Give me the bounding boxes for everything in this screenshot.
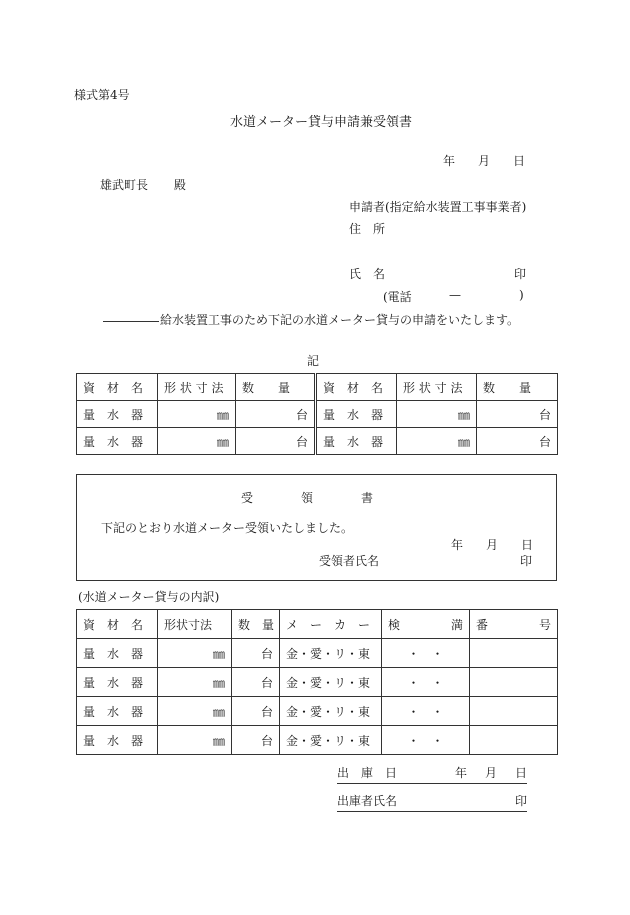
quantity-cell[interactable]: 台 (232, 726, 280, 755)
table-header-row (77, 374, 558, 401)
request-text: 給水装置工事のため下記の水道メーター貸与の申請をいたします。 (160, 313, 520, 327)
material-cell: 量 水 器 (77, 401, 158, 428)
header-number (470, 610, 558, 639)
phone-dash: — (449, 288, 461, 302)
header-quantity: 数 量 (236, 374, 316, 401)
application-table (76, 373, 558, 455)
receipt-text: 下記のとおり水道メーター受領いたしました。 (101, 521, 354, 535)
address-label: 住 所 (349, 222, 386, 236)
material-cell: 量 水 器 (77, 428, 158, 455)
number-cell[interactable] (470, 726, 558, 755)
form-number: 様式第4号 (74, 88, 130, 102)
header-inspection (382, 610, 470, 639)
quantity-cell[interactable]: 台 (477, 401, 558, 428)
size-cell[interactable]: ㎜ (158, 428, 236, 455)
quantity-cell[interactable]: 台 (232, 639, 280, 668)
material-cell: 量 水 器 (77, 697, 158, 726)
addressee-name: 雄武町長 (100, 178, 149, 192)
receiver-label: 受領者氏名 (319, 554, 380, 568)
application-date (443, 152, 525, 169)
table-row (77, 668, 558, 697)
inspection-cell[interactable]: ・ ・ (382, 697, 470, 726)
year-label: 年 (451, 538, 464, 552)
inspection-cell[interactable]: ・ ・ (382, 668, 470, 697)
applicant-heading: 申請者(指定給水装置工事事業者) (349, 200, 527, 214)
receipt-heading: 受 領 書 (241, 491, 374, 505)
maker-cell[interactable]: 金・愛・リ・東 (280, 639, 382, 668)
header-quantity: 数 量 (477, 374, 558, 401)
header-number-go: 号 (538, 617, 551, 632)
dispatch-seal: 印 (514, 794, 527, 808)
receipt-box (76, 474, 557, 581)
receipt-date (451, 536, 533, 553)
name-label: 氏 名 (349, 267, 386, 281)
month-label: 月 (477, 154, 490, 168)
material-cell: 量 水 器 (77, 726, 158, 755)
applicant-seal: 印 (514, 267, 527, 281)
header-maker: メ ー カ ー (280, 610, 382, 639)
table-row (77, 401, 558, 428)
header-quantity: 数 量 (232, 610, 280, 639)
number-cell[interactable] (470, 668, 558, 697)
header-number-ban: 番 (476, 617, 489, 632)
day-label: 日 (512, 154, 525, 168)
material-cell: 量 水 器 (77, 668, 158, 697)
table-row (77, 697, 558, 726)
material-cell: 量 水 器 (77, 639, 158, 668)
month-label: 月 (485, 538, 498, 552)
receiver-seal: 印 (520, 554, 533, 568)
ki-heading: 記 (307, 354, 320, 368)
table-row (77, 726, 558, 755)
quantity-cell[interactable]: 台 (236, 428, 316, 455)
table-header-row (77, 610, 558, 639)
size-cell[interactable]: ㎜ (158, 639, 232, 668)
size-cell[interactable]: ㎜ (158, 401, 236, 428)
number-cell[interactable] (470, 697, 558, 726)
day-label: 日 (520, 538, 533, 552)
header-inspection-man: 満 (450, 617, 463, 632)
size-cell[interactable]: ㎜ (158, 697, 232, 726)
breakdown-table (76, 609, 558, 755)
day-label: 日 (514, 766, 527, 780)
dispatch-person-line (337, 792, 527, 812)
header-material: 資 材 名 (77, 374, 158, 401)
table-row (77, 428, 558, 455)
header-inspection-ken: 検 (388, 617, 401, 632)
dispatch-person-label: 出庫者氏名 (337, 794, 398, 808)
size-cell[interactable]: ㎜ (158, 668, 232, 697)
quantity-cell[interactable]: 台 (232, 697, 280, 726)
quantity-cell[interactable]: 台 (236, 401, 316, 428)
quantity-cell[interactable]: 台 (477, 428, 558, 455)
size-cell[interactable]: ㎜ (158, 726, 232, 755)
addressee-honorific: 殿 (173, 178, 186, 192)
dispatch-date-line (337, 764, 527, 784)
inspection-cell[interactable]: ・ ・ (382, 639, 470, 668)
size-cell[interactable]: ㎜ (397, 401, 477, 428)
material-cell: 量 水 器 (316, 428, 397, 455)
phone-close: ) (519, 288, 524, 302)
breakdown-caption: (水道メーター貸与の内訳) (78, 590, 220, 604)
header-material: 資 材 名 (77, 610, 158, 639)
maker-cell[interactable]: 金・愛・リ・東 (280, 668, 382, 697)
company-blank-line (103, 308, 159, 322)
size-cell[interactable]: ㎜ (397, 428, 477, 455)
addressee (100, 176, 186, 193)
dispatch-date-label: 出 庫 日 (337, 766, 398, 780)
header-size: 形 状 寸 法 (158, 374, 236, 401)
year-label: 年 (443, 154, 456, 168)
quantity-cell[interactable]: 台 (232, 668, 280, 697)
month-label: 月 (484, 766, 497, 780)
page-title: 水道メーター貸与申請兼受領書 (230, 115, 413, 130)
maker-cell[interactable]: 金・愛・リ・東 (280, 697, 382, 726)
header-material: 資 材 名 (316, 374, 397, 401)
year-label: 年 (454, 766, 467, 780)
header-size: 形状寸法 (158, 610, 232, 639)
phone-open: (電話 (383, 290, 412, 304)
inspection-cell[interactable]: ・ ・ (382, 726, 470, 755)
maker-cell[interactable]: 金・愛・リ・東 (280, 726, 382, 755)
material-cell: 量 水 器 (316, 401, 397, 428)
header-size: 形 状 寸 法 (397, 374, 477, 401)
number-cell[interactable] (470, 639, 558, 668)
table-row (77, 639, 558, 668)
